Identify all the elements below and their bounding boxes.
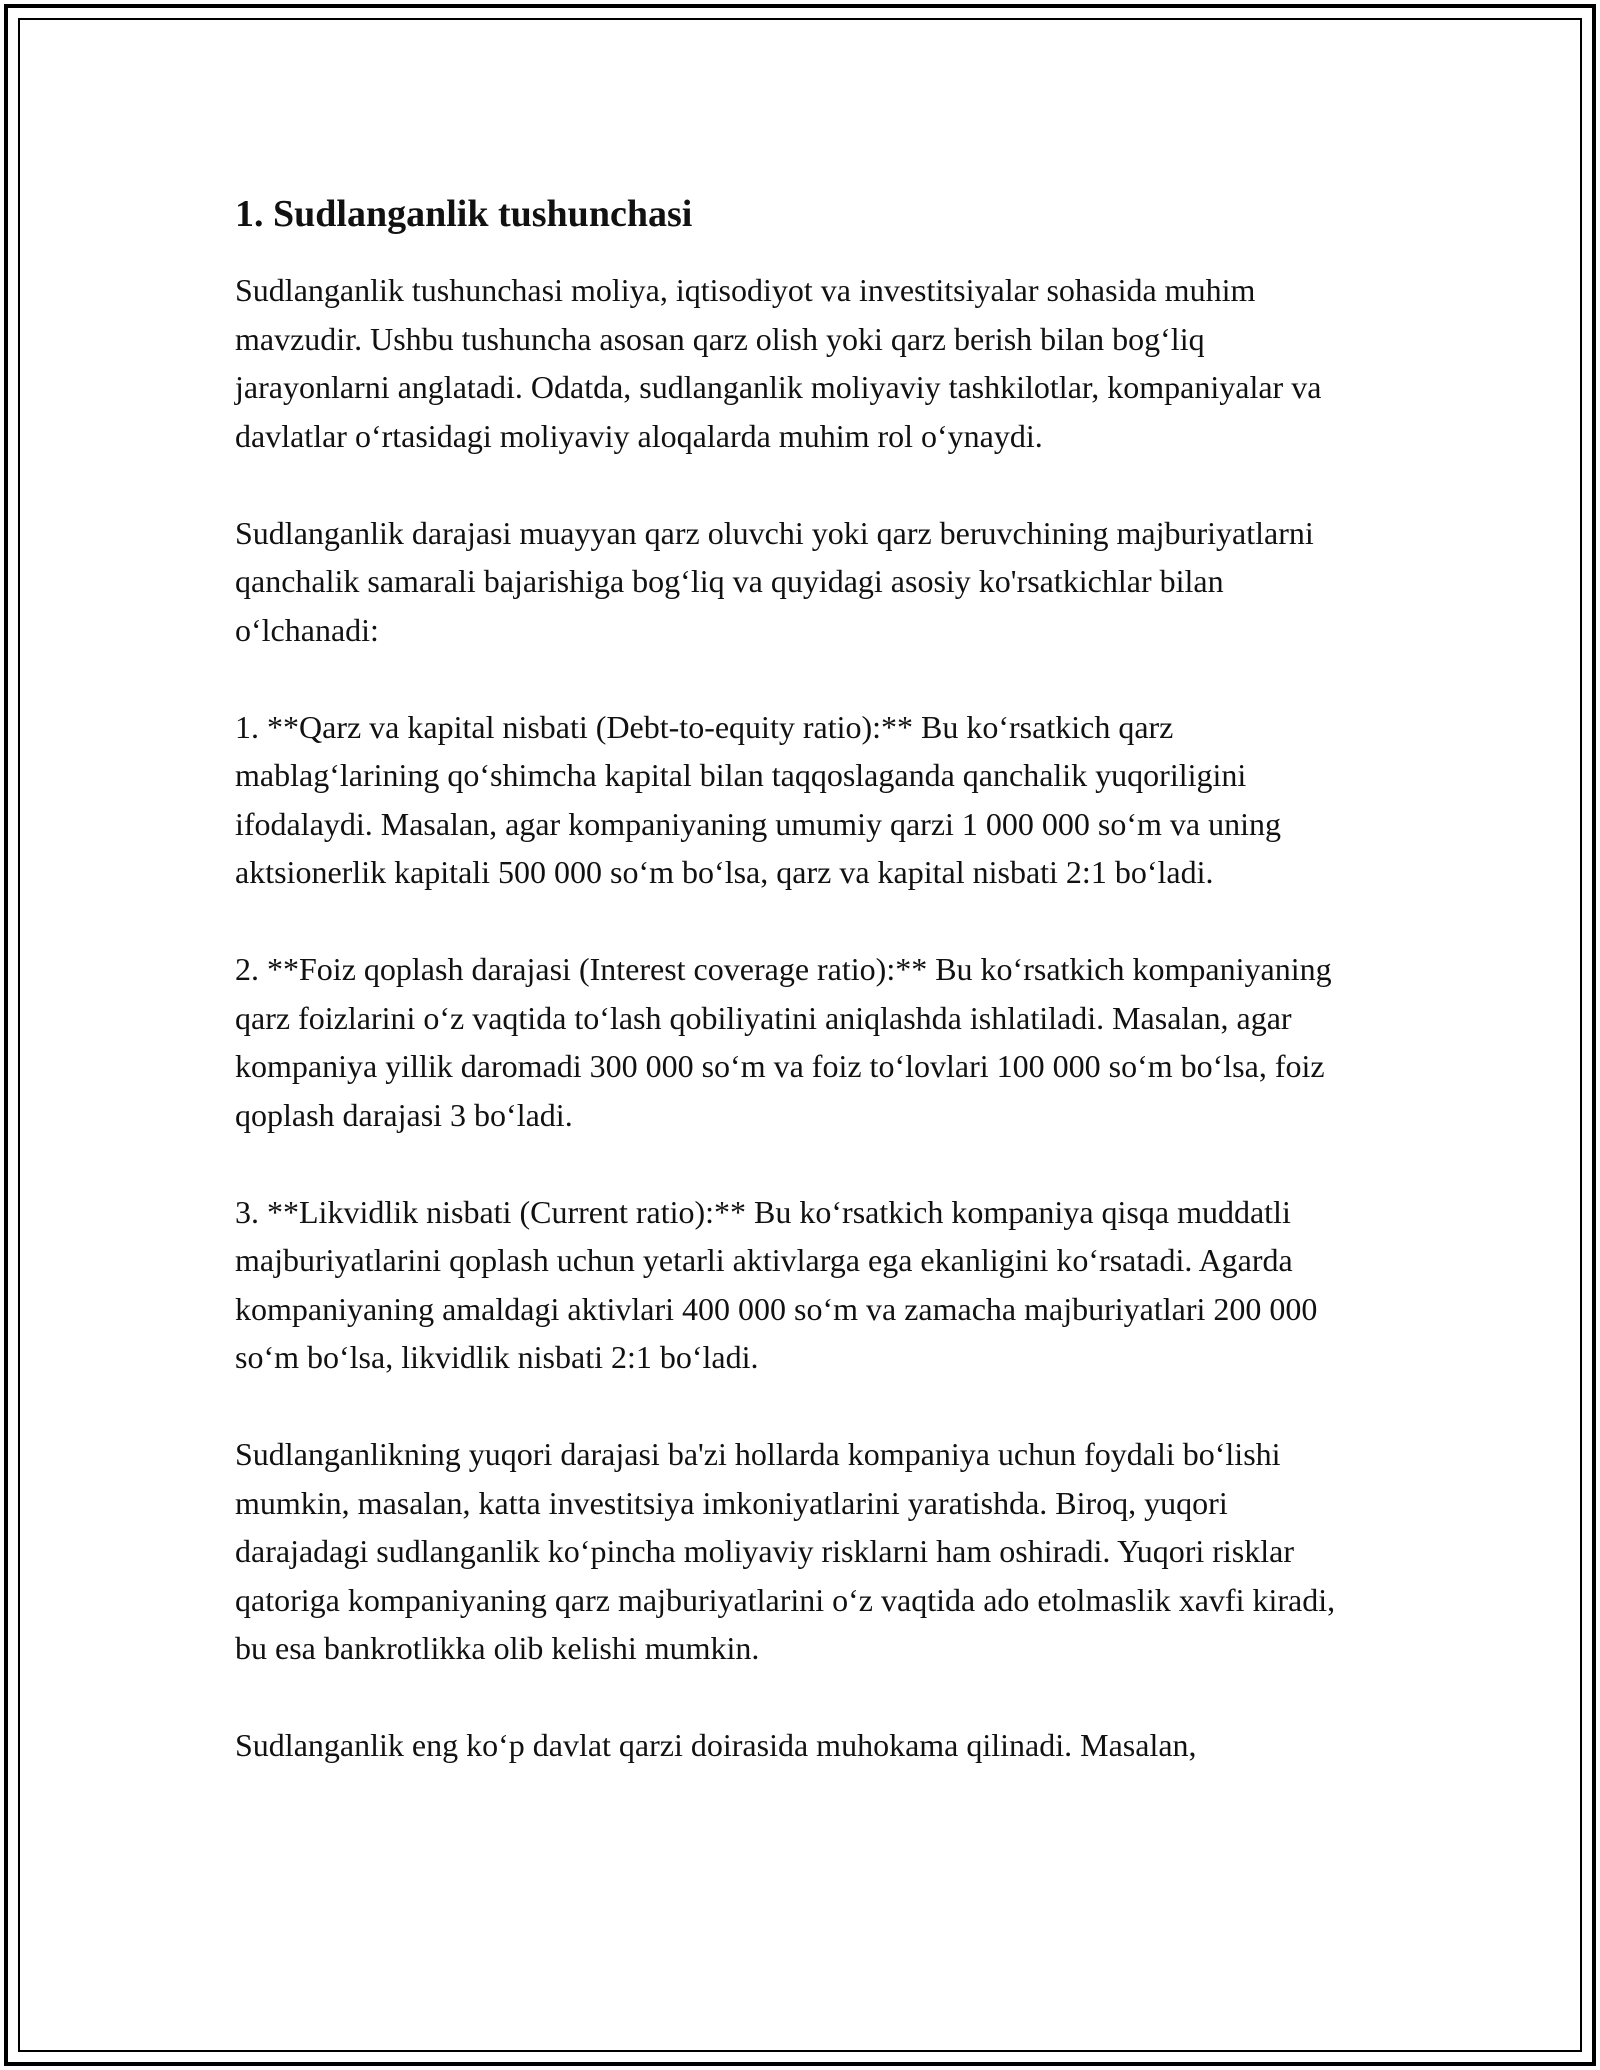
paragraph-current-ratio: 3. **Likvidlik nisbati (Current ratio):** Bu ko‘rsatkich kompaniya qisqa muddatli majburiyatlarini qoplash uchun yetarli aktivlarga ega ekanligini ko‘rsatadi. Agarda kompaniyaning amaldagi aktivlari 400 000 so‘m va zamacha majburiyatlari 200 000 so‘m bo‘lsa, likvidlik nisbati 2:1 bo‘ladi.: [235, 1193, 1318, 1375]
paragraph-level-description: Sudlanganlik darajasi muayyan qarz oluvchi yoki qarz beruvchining majburiyatlarni qanchalik samarali bajarishiga bog‘liq va quyidagi asosiy ko'rsatkichlar bilan o‘lchanadi:: [235, 514, 1314, 648]
paragraph-interest-coverage: 2. **Foiz qoplash darajasi (Interest coverage ratio):** Bu ko‘rsatkich kompaniyaning qarz foizlarini o‘z vaqtida to‘lash qobiliyatini aniqlashda ishlatiladi. Masalan, agar kompaniya yillik daromadi 300 000 so‘m va foiz to‘lovlari 100 000 so‘m bo‘lsa, foiz qoplash darajasi 3 bo‘ladi.: [235, 951, 1332, 1133]
document-body: [235, 190, 1365, 1818]
paragraph-debt-to-equity: 1. **Qarz va kapital nisbati (Debt-to-equity ratio):** Bu ko‘rsatkich qarz mablag‘larining qo‘shimcha kapital bilan taqqoslaganda qanchalik yuqoriligini ifodalaydi. Masalan, agar kompaniyaning umumiy qarzi 1 000 000 so‘m va uning aktsionerlik kapitali 500 000 so‘m bo‘lsa, qarz va kapital nisbati 2:1 bo‘ladi.: [235, 708, 1281, 890]
paragraph-intro: Sudlanganlik tushunchasi moliya, iqtisodiyot va investitsiyalar sohasida muhim mavzudir. Ushbu tushuncha asosan qarz olish yoki qarz berish bilan bog‘liq jarayonlarni anglatadi. Odatda, sudlanganlik moliyaviy tashkilotlar, kompaniyalar va davlatlar o‘rtasidagi moliyaviy aloqalarda muhim rol o‘ynaydi.: [235, 272, 1322, 454]
paragraph-state-debt: Sudlanganlik eng ko‘p davlat qarzi doirasida muhokama qilinadi. Masalan,: [235, 1727, 1197, 1763]
paragraph-high-leverage: Sudlanganlikning yuqori darajasi ba'zi hollarda kompaniya uchun foydali bo‘lishi mumkin, masalan, katta investitsiya imkoniyatlarini yaratishda. Biroq, yuqori darajadagi sudlanganlik ko‘pincha moliyaviy risklarni ham oshiradi. Yuqori risklar qatoriga kompaniyaning qarz majburiyatlarini o‘z vaqtida ado etolmaslik xavfi kiradi, bu esa bankrotlikka olib kelishi mumkin.: [235, 1436, 1336, 1666]
section-heading: 1. Sudlanganlik tushunchasi: [235, 193, 693, 235]
